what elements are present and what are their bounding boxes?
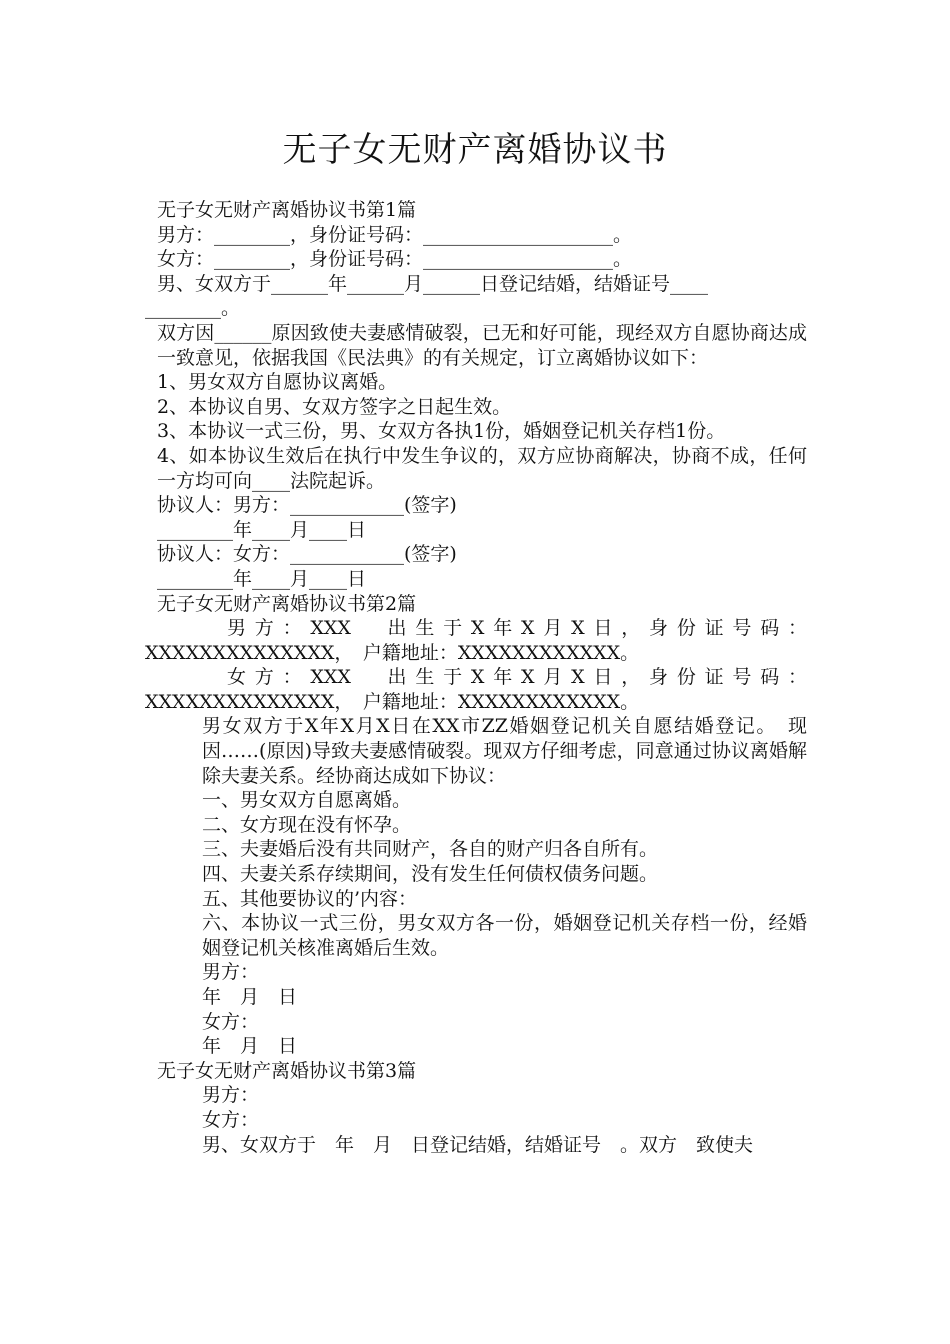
item-6: 六、本协议一式三份，男女双方各一份，婚姻登记机关存档一份，经婚姻登记机关核准离婚后生效。 [202, 912, 807, 959]
item-5: 五、其他要协议的’内容： [202, 887, 418, 910]
clause-2: 2、本协议自男、女双方签字之日起生效。 [157, 395, 512, 418]
item-3: 三、夫妻婚后没有共同财产，各自的财产归各自所有。 [202, 838, 659, 861]
marriage-date-line: 男、女双方于______年______月______日登记结婚，结婚证号____ [157, 272, 709, 295]
signature-male: 协议人：男方：____________(签字) [157, 494, 457, 517]
clause-1: 1、男女双方自愿协议离婚。 [157, 371, 398, 394]
female-info-line: 女方：XXX 出生于X年X月X日，身份证号码： [227, 666, 807, 689]
male-info-line: 男方：XXX 出生于X年X月X日，身份证号码： [227, 617, 807, 640]
signature-male-date: ________年____月____日 [157, 518, 367, 541]
item-4: 四、夫妻关系存续期间，没有发生任何债权债务问题。 [202, 863, 659, 886]
item-2: 二、女方现在没有怀孕。 [202, 813, 412, 836]
male-id-address: XXXXXXXXXXXXXX， 户籍地址：XXXXXXXXXXXX。 [145, 641, 640, 664]
item-1: 一、男女双方自愿离婚。 [202, 789, 412, 812]
signature-female-date: ________年____月____日 [157, 567, 367, 590]
marriage-cert-line: ________。 [145, 297, 241, 320]
document-body [145, 198, 807, 1157]
clause-4: 4、如本协议生效后在执行中发生争议的，双方应协商解决，协商不成，任何一方均可向____法院起诉。 [157, 444, 807, 492]
marriage-line-3: 男、女双方于 年 月 日登记结婚，结婚证号 。双方 致使夫 [202, 1133, 754, 1156]
section-heading-1: 无子女无财产离婚协议书第1篇 [157, 199, 417, 221]
signature-female: 协议人：女方：____________(签字) [157, 543, 457, 566]
female-party-line: 女方：________，身份证号码：____________________。 [157, 248, 633, 271]
agreement-intro: 双方因______原因致使夫妻感情破裂，已无和好可能，现经双方自愿协商达成一致意见，依据我国《民法典》的有关规定，订立离婚协议如下： [157, 321, 807, 369]
sign-female-2-date: 年 月 日 [202, 1035, 298, 1058]
sign-female-2: 女方： [202, 1010, 260, 1033]
male-party-line: 男方：________，身份证号码：____________________。 [157, 223, 633, 246]
clause-3: 3、本协议一式三份，男、女双方各执1份，婚姻登记机关存档1份。 [157, 420, 726, 443]
section-heading-2: 无子女无财产离婚协议书第2篇 [157, 592, 417, 615]
female-id-address: XXXXXXXXXXXXXX， 户籍地址：XXXXXXXXXXXX。 [145, 690, 640, 713]
female-party-3: 女方： [202, 1108, 260, 1131]
male-party-3: 男方： [202, 1084, 260, 1107]
sign-male-2: 男方： [202, 961, 260, 984]
document-title: 无子女无财产离婚协议书 [282, 130, 668, 170]
marriage-statement: 男女双方于X年X月X日在XX市ZZ婚姻登记机关自愿结婚登记。 现因……(原因)导致夫妻感情破裂。现双方仔细考虑，同意通过协议离婚解除夫妻关系。经协商达成如下协议： [202, 715, 807, 787]
section-heading-3: 无子女无财产离婚协议书第3篇 [157, 1059, 417, 1082]
sign-male-2-date: 年 月 日 [202, 986, 298, 1008]
